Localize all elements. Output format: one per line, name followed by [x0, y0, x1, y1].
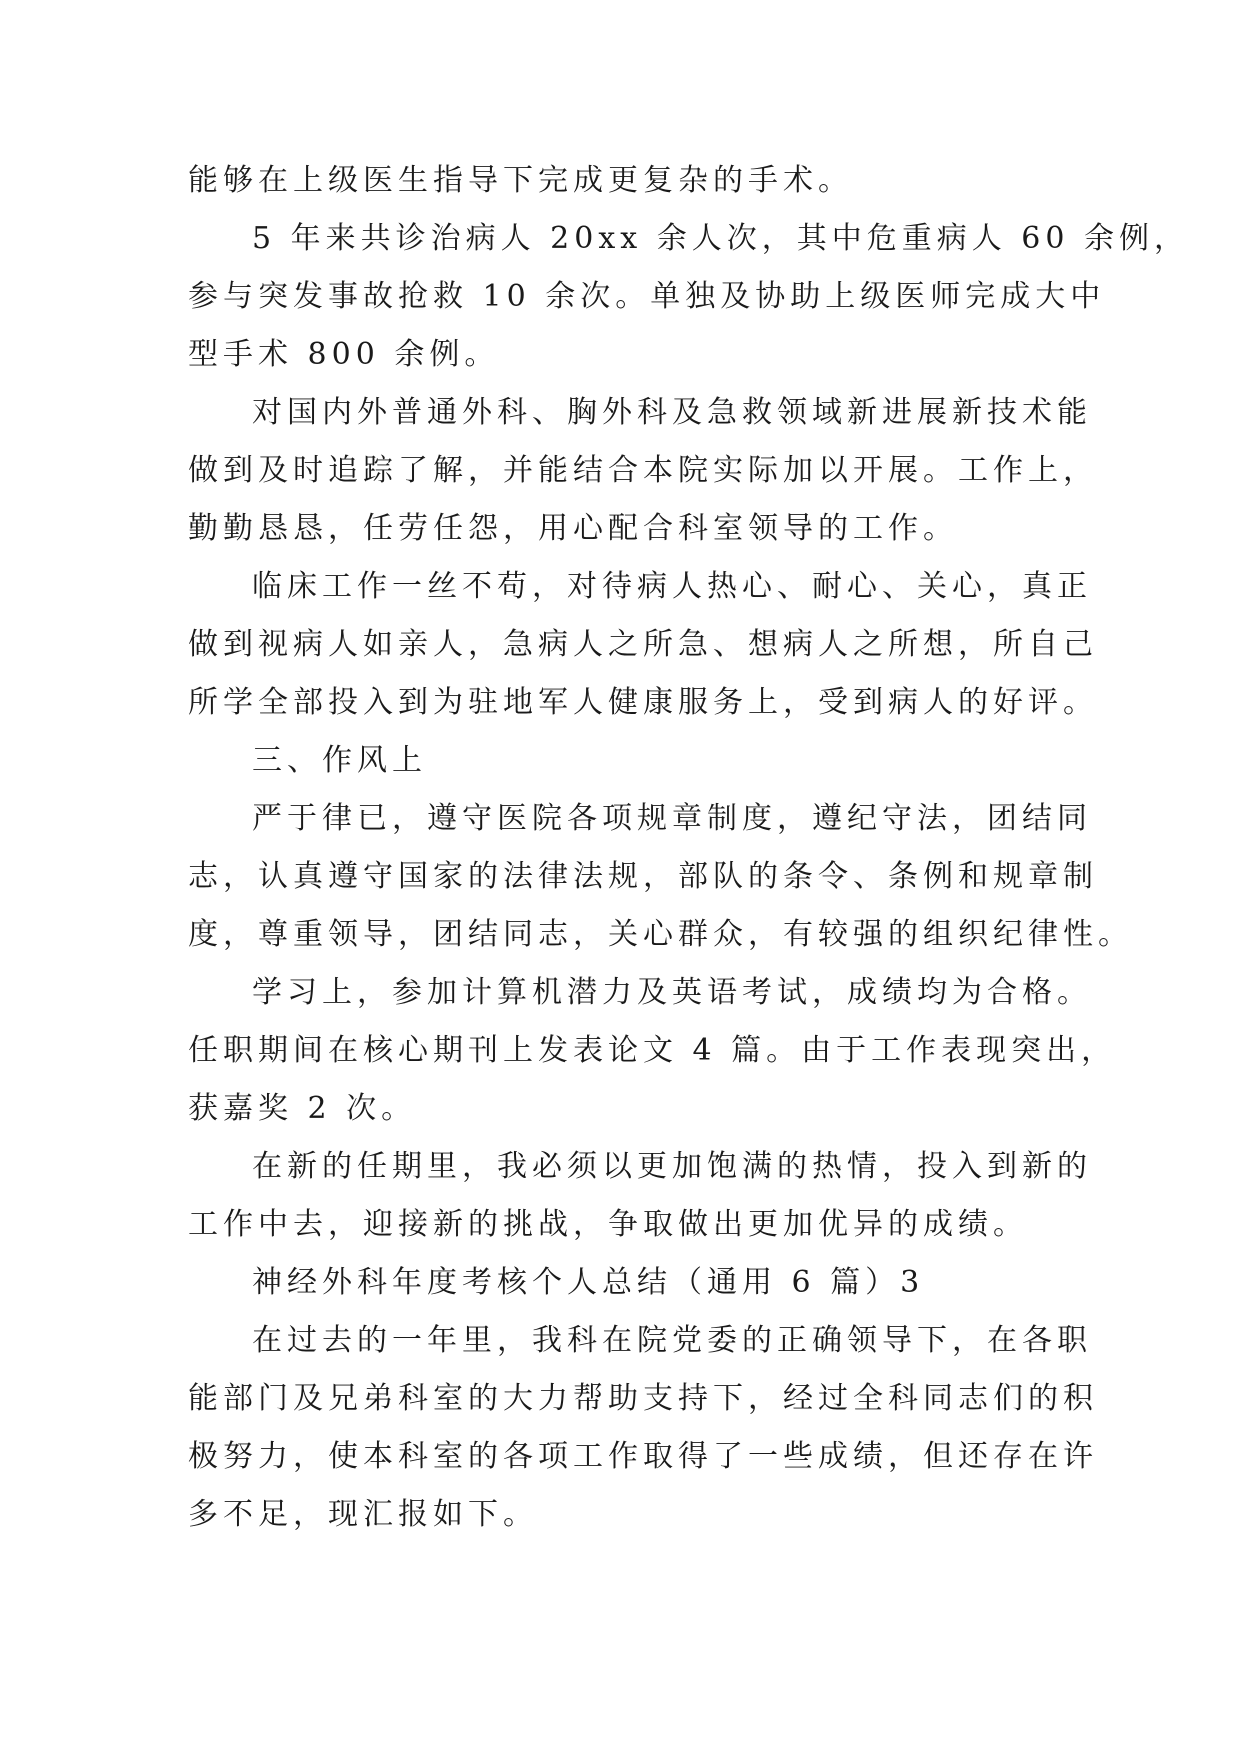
text-line: 能部门及兄弟科室的大力帮助支持下，经过全科同志们的积 — [188, 1381, 1098, 1416]
text-line: 学习上，参加计算机潜力及英语考试，成绩均为合格。 — [252, 975, 1092, 1010]
text-line: 在新的任期里，我必须以更加饱满的热情，投入到新的 — [252, 1149, 1092, 1184]
text-line: 任职期间在核心期刊上发表论文 4 篇。由于工作表现突出， — [188, 1033, 1117, 1068]
text-line: 度，尊重领导，团结同志，关心群众，有较强的组织纪律性。 — [188, 917, 1133, 952]
text-line: 能够在上级医生指导下完成更复杂的手术。 — [188, 163, 853, 198]
text-line: 在过去的一年里，我科在院党委的正确领导下，在各职 — [252, 1323, 1092, 1358]
text-line: 5 年来共诊治病人 20xx 余人次，其中危重病人 60 余例， — [252, 221, 1189, 256]
text-line: 做到及时追踪了解，并能结合本院实际加以开展。工作上， — [188, 453, 1098, 488]
text-line: 所学全部投入到为驻地军人健康服务上，受到病人的好评。 — [188, 685, 1098, 720]
text-line: 做到视病人如亲人，急病人之所急、想病人之所想，所自己 — [188, 627, 1098, 662]
text-line: 勤勤恳恳，任劳任怨，用心配合科室领导的工作。 — [188, 511, 958, 546]
text-line: 极努力，使本科室的各项工作取得了一些成绩，但还存在许 — [188, 1439, 1098, 1474]
text-line: 对国内外普通外科、胸外科及急救领域新进展新技术能 — [252, 395, 1092, 430]
text-line: 多不足，现汇报如下。 — [188, 1497, 538, 1532]
text-line: 临床工作一丝不苟，对待病人热心、耐心、关心，真正 — [252, 569, 1092, 604]
text-line: 三、作风上 — [252, 743, 427, 778]
text-line: 神经外科年度考核个人总结（通用 6 篇）3 — [252, 1265, 925, 1300]
text-line: 严于律已，遵守医院各项规章制度，遵纪守法，团结同 — [252, 801, 1092, 836]
text-line: 型手术 800 余例。 — [188, 337, 500, 372]
text-line: 工作中去，迎接新的挑战，争取做出更加优异的成绩。 — [188, 1207, 1028, 1242]
text-line: 参与突发事故抢救 10 余次。单独及协助上级医师完成大中 — [188, 279, 1106, 314]
document-body — [188, 152, 1189, 1544]
text-line: 志，认真遵守国家的法律法规，部队的条令、条例和规章制 — [188, 859, 1098, 894]
text-line: 获嘉奖 2 次。 — [188, 1091, 417, 1126]
